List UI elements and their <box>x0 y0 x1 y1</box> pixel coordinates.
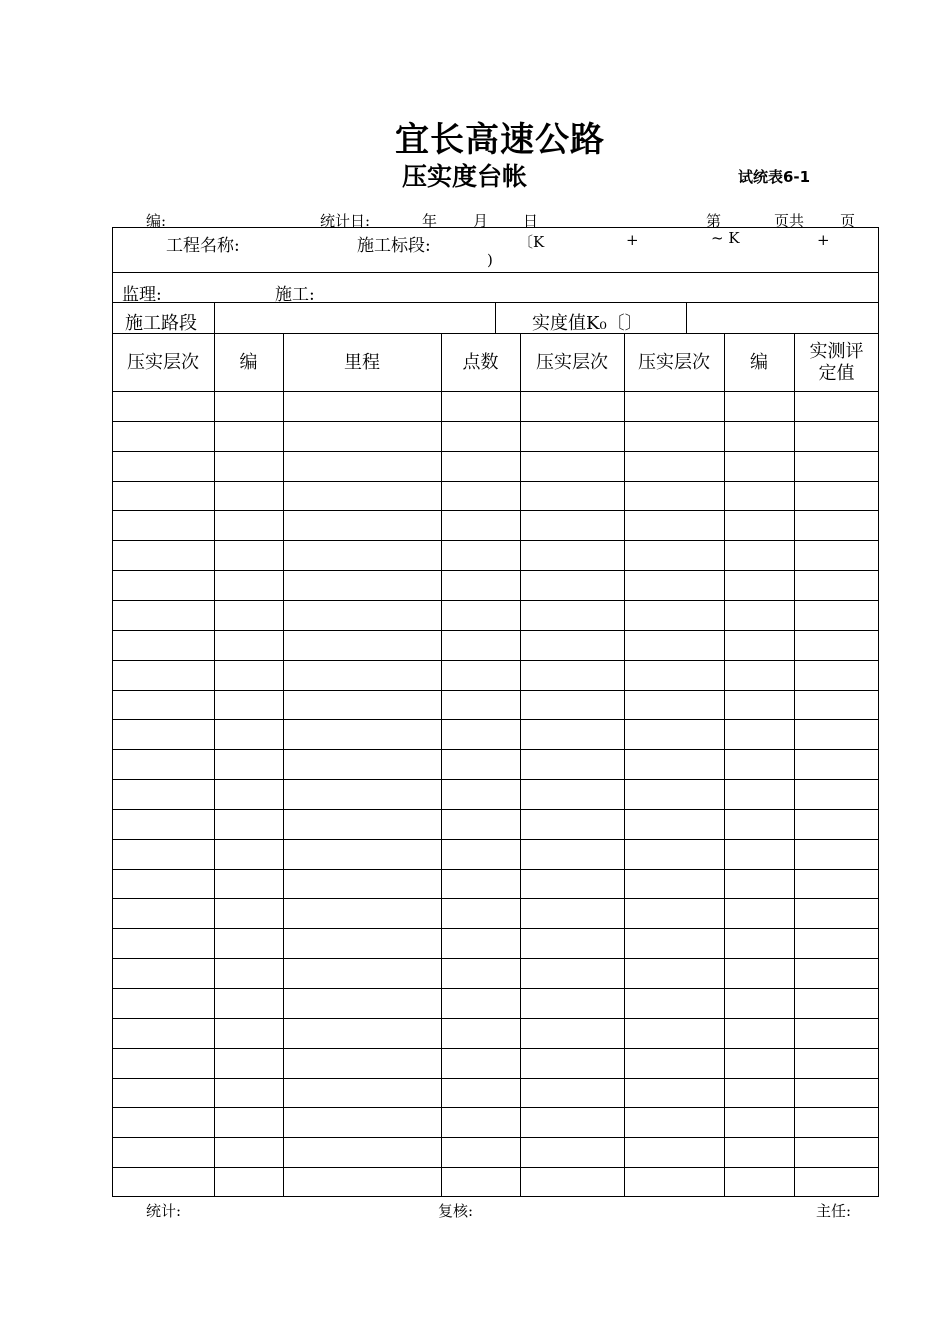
table-rule <box>112 1167 879 1168</box>
stat-signature-label: 统计: <box>146 1202 182 1220</box>
table-rule <box>441 333 442 1197</box>
k-start-label: 〔K <box>518 233 545 251</box>
table-rule <box>112 660 879 661</box>
table-rule <box>112 928 879 929</box>
table-rule <box>112 779 879 780</box>
project-name-label: 工程名称: <box>166 236 240 256</box>
k0-value-label: 实度值K₀〔〕 <box>532 313 643 334</box>
table-rule <box>112 272 879 273</box>
construction-section-label: 施工标段: <box>357 236 431 256</box>
table-rule <box>112 958 879 959</box>
document-title: 宜长高速公路 <box>395 120 605 160</box>
compiler-label: 编: <box>146 212 167 230</box>
year-label: 年 <box>422 212 438 230</box>
column-header: 编 <box>239 352 258 373</box>
table-rule <box>112 600 879 601</box>
table-rule <box>112 898 879 899</box>
table-rule <box>112 540 879 541</box>
table-rule <box>112 421 879 422</box>
table-rule <box>112 1048 879 1049</box>
table-rule <box>112 481 879 482</box>
table-rule <box>112 1107 879 1108</box>
table-rule <box>214 333 215 1197</box>
table-rule <box>112 333 879 334</box>
table-rule <box>686 302 687 333</box>
table-rule <box>495 302 496 333</box>
director-signature-label: 主任: <box>816 1202 852 1220</box>
table-rule <box>112 570 879 571</box>
table-rule <box>112 391 879 392</box>
table-rule <box>112 451 879 452</box>
column-header: 点数 <box>462 352 499 373</box>
review-signature-label: 复核: <box>438 1202 474 1220</box>
table-rule <box>283 333 284 1197</box>
page-end-label: 页 <box>840 212 856 230</box>
column-header: 实测评 定值 <box>809 341 864 384</box>
form-number: 试统表6-1 <box>738 168 811 186</box>
table-rule <box>794 333 795 1197</box>
page-no-label: 第 <box>706 212 722 230</box>
table-rule <box>112 1018 879 1019</box>
column-header: 里程 <box>344 352 380 373</box>
day-label: 日 <box>523 212 539 230</box>
plus-sign-1: + <box>626 231 639 249</box>
construction-label: 施工: <box>275 285 315 305</box>
table-rule <box>112 1137 879 1138</box>
page-total-label: 页共 <box>774 212 805 230</box>
k-end-label: ~ K <box>711 229 740 247</box>
table-rule <box>112 510 879 511</box>
close-paren: ) <box>487 251 493 269</box>
table-rule <box>112 630 879 631</box>
table-rule <box>724 333 725 1197</box>
column-header: 压实层次 <box>638 352 710 373</box>
table-rule <box>112 1078 879 1079</box>
document-subtitle: 压实度台帐 <box>402 162 528 191</box>
table-rule <box>624 333 625 1197</box>
column-header: 压实层次 <box>127 352 199 373</box>
month-label: 月 <box>473 212 489 230</box>
column-header: 压实层次 <box>536 352 608 373</box>
table-rule <box>112 749 879 750</box>
table-rule <box>112 809 879 810</box>
table-rule <box>112 869 879 870</box>
table-rule <box>214 302 215 333</box>
table-rule <box>520 333 521 1197</box>
stat-date-label: 统计日: <box>320 212 371 230</box>
table-rule <box>112 988 879 989</box>
table-rule <box>112 839 879 840</box>
table-rule <box>112 719 879 720</box>
column-header: 编 <box>750 352 768 373</box>
supervisor-label: 监理: <box>122 285 162 305</box>
plus-sign-2: + <box>817 231 830 249</box>
road-section-label: 施工路段 <box>125 313 197 334</box>
table-rule <box>112 690 879 691</box>
